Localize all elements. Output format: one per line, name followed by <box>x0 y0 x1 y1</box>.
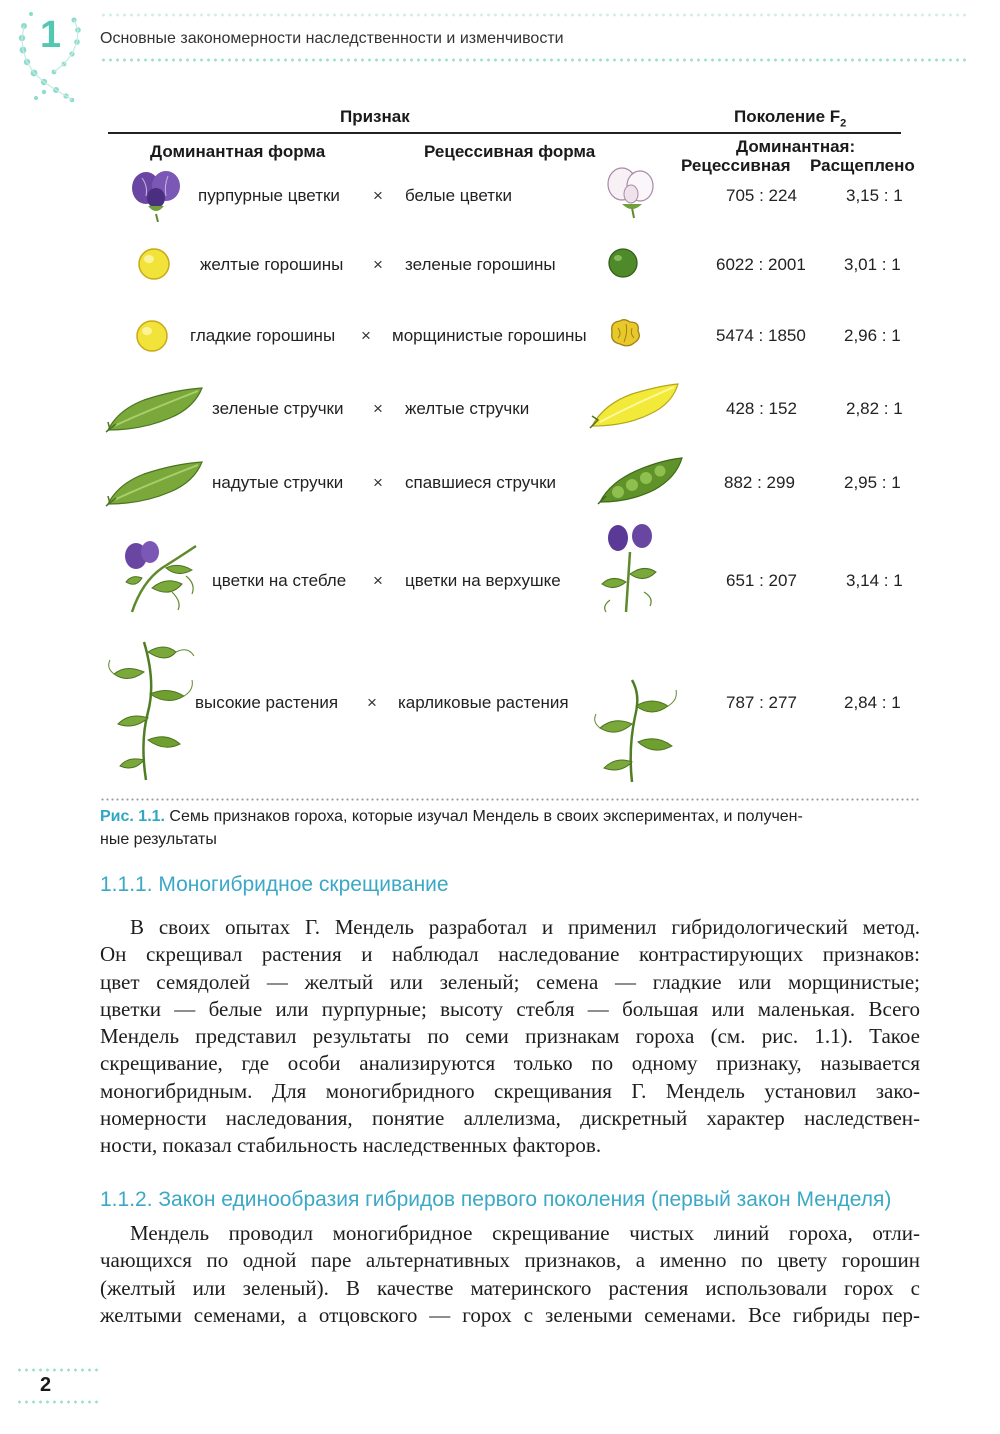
green-pea-icon <box>606 246 640 280</box>
section-1-paragraph <box>100 914 920 1160</box>
ratio: 2,95 : 1 <box>844 473 901 492</box>
yellow-pea-icon <box>136 246 172 282</box>
section-2-paragraph <box>100 1220 920 1329</box>
cross-symbol: × <box>373 399 383 418</box>
ratio: 3,14 : 1 <box>846 571 903 590</box>
header-ratio-line2: Рецессивная <box>681 156 791 175</box>
text-line: Он скрещивал растения и наблюдал наследование контрастирующих признаков: <box>100 942 920 967</box>
white-flower-icon <box>602 164 660 220</box>
counts: 705 : 224 <box>726 186 797 205</box>
cross-symbol: × <box>373 473 383 492</box>
header-split: Расщеплено <box>810 156 915 175</box>
trait-recessive: морщинистые горошины <box>392 326 587 345</box>
cross-symbol: × <box>373 255 383 274</box>
text-line: Мендель проводил моногибридное скрещивание чистых линий гороха, отли- <box>130 1221 920 1245</box>
inflated-pod-icon <box>104 460 206 508</box>
caption-text-2: ные результаты <box>100 831 217 848</box>
ratio: 2,82 : 1 <box>846 399 903 418</box>
counts: 651 : 207 <box>726 571 797 590</box>
text-line: чающихся по одной паре альтернативных признаков, а именно по цвету горошин <box>100 1248 920 1273</box>
counts: 5474 : 1850 <box>716 326 806 345</box>
cross-symbol: × <box>361 326 371 345</box>
footer-dotted-rule-top <box>16 1368 100 1372</box>
trait-recessive: карликовые растения <box>398 693 569 712</box>
counts: 787 : 277 <box>726 693 797 712</box>
trait-dominant: гладкие горошины <box>190 326 336 345</box>
smooth-pea-icon <box>134 318 170 354</box>
axial-flowers-icon <box>112 532 202 614</box>
caption-label: Рис. 1.1. <box>100 808 165 825</box>
text-line: В своих опытах Г. Мендель разработал и применил гибридологический метод. <box>130 915 920 939</box>
section-heading-2: 1.1.2. Закон единообразия гибридов первого поколения (первый закон Менделя) <box>100 1188 892 1211</box>
dwarf-plant-icon <box>592 676 682 784</box>
text-line: скрещивание, где особи анализируются только по одному признаку, называется <box>100 1051 920 1076</box>
trait-recessive: белые цветки <box>405 186 512 205</box>
wrinkled-pea-icon <box>606 316 644 350</box>
header-recessive-form: Рецессивная форма <box>424 142 596 161</box>
figure-caption <box>100 805 910 851</box>
table-header-rule <box>108 132 901 134</box>
trait-recessive: спавшиеся стручки <box>405 473 557 492</box>
text-line: цвет семядолей — желтый или зеленый; семена — гладкие или морщинистые; <box>100 969 920 994</box>
trait-dominant: желтые горошины <box>200 255 344 274</box>
counts: 882 : 299 <box>724 473 795 492</box>
trait-recessive: желтые стручки <box>405 399 530 418</box>
trait-dominant: надутые стручки <box>212 473 344 492</box>
running-title: Основные закономерности наследственности и изменчивости <box>100 30 564 47</box>
ratio: 2,96 : 1 <box>844 326 901 345</box>
terminal-flowers-icon <box>596 522 662 614</box>
trait-recessive: цветки на верхушке <box>405 571 561 590</box>
footer-dotted-rule-bottom <box>16 1400 100 1404</box>
figure-dotted-rule <box>100 798 920 801</box>
text-line: ности, показал стабильность наследственных факторов. <box>100 1133 602 1158</box>
green-pod-icon <box>104 386 206 434</box>
trait-dominant: зеленые стручки <box>212 399 344 418</box>
constricted-pod-icon <box>594 456 686 508</box>
text-line: Мендель представил результаты по семи признакам гороха (см. рис. 1.1). Такое <box>100 1024 920 1049</box>
yellow-pod-icon <box>586 382 682 432</box>
text-line: желтыми семенами, а отцовского — горох с зелеными семенами. Все гибриды пер- <box>100 1302 920 1327</box>
header-ratio-line1: Доминантная: <box>736 137 856 156</box>
page-number: 2 <box>40 1374 52 1396</box>
header-generation: Поколение $F_2$ <box>734 107 847 130</box>
ratio: 2,84 : 1 <box>844 693 901 712</box>
header-trait: Признак <box>340 107 410 126</box>
purple-flower-icon <box>128 166 186 222</box>
cross-symbol: × <box>367 693 377 712</box>
counts: 428 : 152 <box>726 399 797 418</box>
text-line: (желтый или зеленый). В качестве материнского растения использовали горох с <box>100 1275 920 1300</box>
tall-plant-icon <box>104 632 200 782</box>
text-line: цветки — белые или пурпурные; высоту стебля — большая или маленькая. Всего <box>100 996 920 1021</box>
caption-text-1: Семь признаков гороха, которые изучал Мендель в своих экспериментах, и получен- <box>164 808 803 825</box>
cross-symbol: × <box>373 571 383 590</box>
trait-dominant: пурпурные цветки <box>198 186 340 205</box>
ratio: 3,01 : 1 <box>844 255 901 274</box>
trait-dominant: цветки на стебле <box>212 571 347 590</box>
cross-symbol: × <box>373 186 383 205</box>
text-line: моногибридным. Для моногибридного скрещивания Г. Мендель установил зако- <box>100 1078 920 1103</box>
trait-recessive: зеленые горошины <box>405 255 556 274</box>
chapter-number: 1 <box>40 14 62 56</box>
header-dominant-form: Доминантная форма <box>150 142 326 161</box>
section-heading-1: 1.1.1. Моногибридное скрещивание <box>100 873 449 896</box>
trait-dominant: высокие растения <box>195 693 339 712</box>
text-line: номерности наследования, понятие аллелизма, дискретный характер наследствен- <box>100 1106 920 1131</box>
counts: 6022 : 2001 <box>716 255 806 274</box>
ratio: 3,15 : 1 <box>846 186 903 205</box>
